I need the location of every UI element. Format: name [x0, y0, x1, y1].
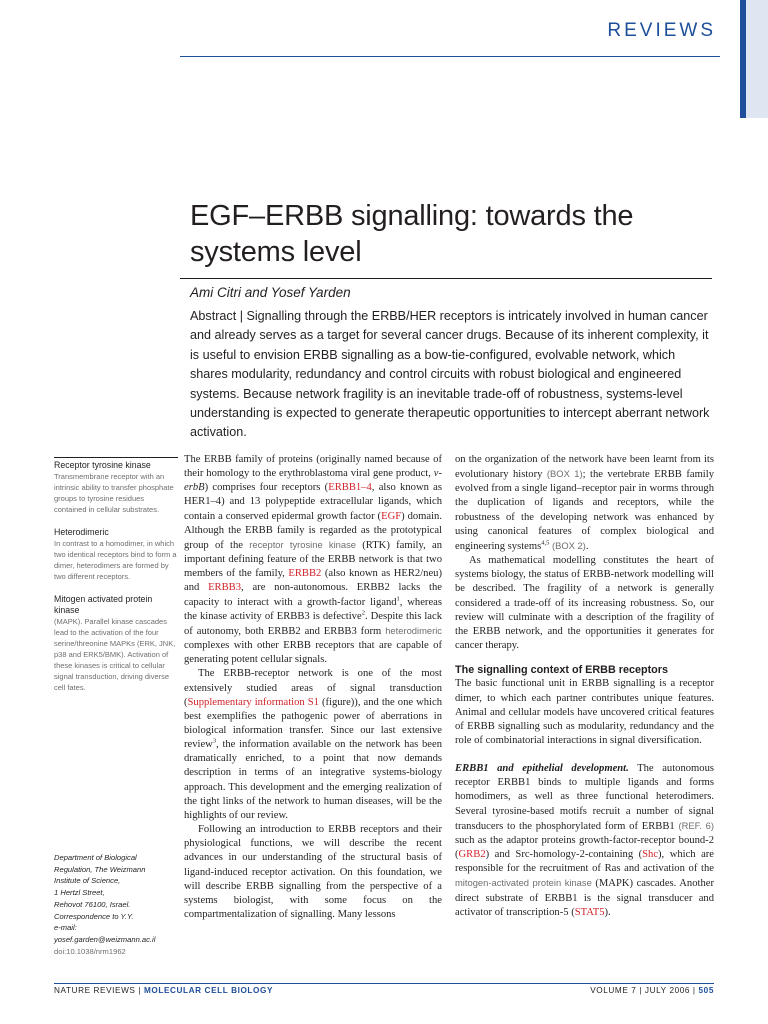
footnote-ref[interactable]: 1 — [396, 595, 400, 603]
page-number: 505 — [698, 986, 714, 995]
title-rule — [180, 278, 712, 279]
footnote-ref[interactable]: 2 — [361, 609, 365, 617]
link-shc[interactable]: Shc — [642, 849, 659, 861]
body-paragraph: on the organization of the network have been learnt from its evolutionary history (BOX 1); the vertebrate ERBB family evolved from a single ligand–receptor pair in worms through the duplication of ligands and receptors, while the robustness of the developing network was enhanced by using canonical features of complex biological and engineering systems$^{4,5}$ (BOX 2). — [455, 454, 714, 552]
header-rule — [180, 56, 720, 57]
glossary-link-heterodimeric[interactable]: heterodimeric — [385, 624, 442, 636]
correspondence-email[interactable]: yosef.garden@weizmann.ac.il — [54, 934, 156, 944]
glossary-term: Heterodimeric — [54, 527, 109, 537]
section-heading: The signalling context of ERBB receptors — [455, 664, 668, 677]
link-grb2[interactable]: GRB2 — [458, 849, 486, 861]
footnote-ref[interactable]: 3 — [212, 737, 217, 745]
box-link[interactable]: (BOX 1) — [546, 468, 583, 480]
glossary-definition: Transmembrane receptor with an intrinsic ability to transfer phosphate groups to tyrosine residues contained in cellular substrates. — [54, 472, 174, 514]
doi[interactable]: doi:10.1038/nrm1962 — [54, 946, 126, 956]
sidebar-rule — [54, 457, 178, 458]
glossary-definition: In contrast to a homodimer, in which two identical receptors bind to form a dimer, heterodimers are formed by two different receptors. — [54, 539, 177, 581]
link-egf[interactable]: EGF — [381, 510, 402, 522]
body-paragraph: Following an introduction to ERBB receptors and their physiological functions, we will describe the recent advances in our understanding of the structural basis of ligand-induced receptor activation. On this foundation, we will describe ERBB signalling from the perspective of a systems biologist, with some focus on the compartmentalization of signalling. Many lessons — [184, 824, 442, 920]
article-abstract: Abstract | Signalling through the ERBB/HER receptors is intricately involved in human cancer and already serves as a target for several cancer drugs. Because of its inherent complexity, it is useful to envision ERBB signalling as a bow-tie-configured, evolvable network, which shares modularity, redundancy and control circuits with robust biological and engineered systems. Because network fragility is an inevitable trade-off of robustness, systems-level understanding is expected to generate therapeutic opportunities to intercept aberrant network activation. — [190, 309, 710, 440]
glossary-entry — [54, 594, 178, 693]
publisher-name: NATURE REVIEWS — [54, 986, 136, 995]
link-erbb2[interactable]: ERBB2 — [288, 568, 322, 580]
ref-link[interactable]: (REF. 6) — [678, 819, 714, 831]
affiliation-line: Institute of Science, — [54, 876, 121, 886]
body-paragraph: ERBB1 and epithelial development. The autonomous receptor ERBB1 binds to multiple ligands and forms homodimers, as well as three functional heterodimers. Several tyrosine-based motifs recruit a number of signal transducers to the phosphorylated form of ERBB1 (REF. 6) such as the adaptor proteins growth-factor-receptor bound-2 (GRB2) and Src-homology-2-containing (Shc), which are responsible for the recruitment of Ras and activation of the mitogen-activated protein kinase (MAPK) cascades. Another direct substrate of ERBB1 is the signal transducer and activator of transcription-5 (STAT5). — [455, 763, 715, 918]
body-paragraph: The ERBB-receptor network is one of the most extensively studied areas of signal transduction (Supplementary information S1 (figure)), and the one which best exemplifies the pathogenic power of aberrations in biological information transfer. Since our last extensive review$^3$, the information available on the network has been dramatically enriched, to a point that now demands description in terms of an integrative systems-biology approach. This development and the emerging realization of the tight links of the network to human diseases, will be the highlights of our review. — [184, 668, 442, 821]
body-paragraph: The ERBB family of proteins (originally named because of their homology to the erythroblastoma viral gene product, v-erbB) comprises four receptors (ERBB1–4, also known as HER1–4) and 13 polypeptide extracellular ligands, which contain a conserved epidermal growth factor (EGF) domain. Although the ERBB family is regarded as the prototypical group of the receptor tyrosine kinase (RTK) family, an important defining feature of the ERBB network is that two members of the family, ERBB2 (also known as HER2/neu) and ERBB3, are non-autonomous. ERBB2 lacks the capacity to interact with a growth-factor ligand$^1$, whereas the kinase activity of ERBB3 is defective$^2$. Despite this lack of autonomy, both ERBB2 and ERBB3 form heterodimeric complexes with other ERBB receptors that are capable of generating potent cellular signals. — [184, 454, 443, 666]
subsection-lead: ERBB1 and epithelial development. — [455, 763, 629, 775]
body-column-1 — [184, 453, 442, 922]
affiliation-line: Correspondence to Y.Y. — [54, 911, 134, 921]
footer-journal: NATURE REVIEWS | MOLECULAR CELL BIOLOGY — [54, 986, 274, 995]
article-title: EGF–ERBB signalling: towards the systems level — [190, 200, 634, 268]
glossary-link-rtk[interactable]: receptor tyrosine kinase — [249, 538, 356, 550]
affiliation-line: Regulation, The Weizmann — [54, 864, 146, 874]
issue-info: VOLUME 7 | JULY 2006 | — [590, 986, 699, 995]
affiliation-line: 1 Hertzl Street, — [54, 888, 105, 898]
box-link[interactable]: (BOX 2) — [549, 539, 586, 551]
footnote-ref[interactable]: 4,5 — [541, 539, 550, 547]
glossary-entry — [54, 460, 178, 515]
glossary-entry — [54, 527, 178, 582]
footer-rule — [54, 983, 714, 984]
section-edge-tab — [740, 0, 768, 118]
journal-name: MOLECULAR CELL BIOLOGY — [143, 986, 274, 995]
body-paragraph: As mathematical modelling constitutes the heart of systems biology, the status of ERBB-network modelling will be described. The fragility of a network is generally considered a trade-off of its increasing robustness. So, our review will culminate with a description of the fragility of the ERBB network, and the opportunities it generates for cancer therapy. — [455, 555, 714, 652]
glossary-term: Mitogen activated protein kinase — [54, 594, 153, 615]
body-column-2 — [455, 453, 714, 920]
article-authors: Ami Citri and Yosef Yarden — [190, 285, 351, 300]
glossary-term: Receptor tyrosine kinase — [54, 460, 151, 470]
glossary-definition: (MAPK). Parallel kinase cascades lead to the activation of the four serine/threonine MAPKs (ERK, JNK, p38 and ERK5/BMK). Activation of these kinases is critical to cellular signal transduction, driving diverse cell fates. — [54, 617, 176, 692]
link-stat5[interactable]: STAT5 — [574, 906, 605, 918]
glossary-link-mapk[interactable]: mitogen-activated protein kinase — [455, 877, 592, 889]
author-affiliation — [54, 852, 180, 957]
affiliation-line: Department of Biological — [54, 853, 137, 862]
link-supplementary-info[interactable]: Supplementary information S1 — [187, 696, 319, 708]
section-label: REVIEWS — [607, 20, 716, 41]
link-erbb3[interactable]: ERBB3 — [208, 582, 242, 594]
footer-issue — [590, 986, 714, 995]
body-paragraph: The basic functional unit in ERBB signalling is a receptor dimer, to which each partner contributes unique features. Animal and cellular models have uncovered critical features of ERBB signalling such as modularity, redundancy and the role of combinatorial interactions in signal diversification. — [455, 678, 714, 746]
affiliation-line: e-mail: — [54, 923, 77, 933]
affiliation-line: Rehovot 76100, Israel. — [54, 899, 131, 909]
link-erbb1-4[interactable]: ERBB1–4 — [328, 482, 372, 494]
glossary-sidebar — [54, 460, 178, 705]
